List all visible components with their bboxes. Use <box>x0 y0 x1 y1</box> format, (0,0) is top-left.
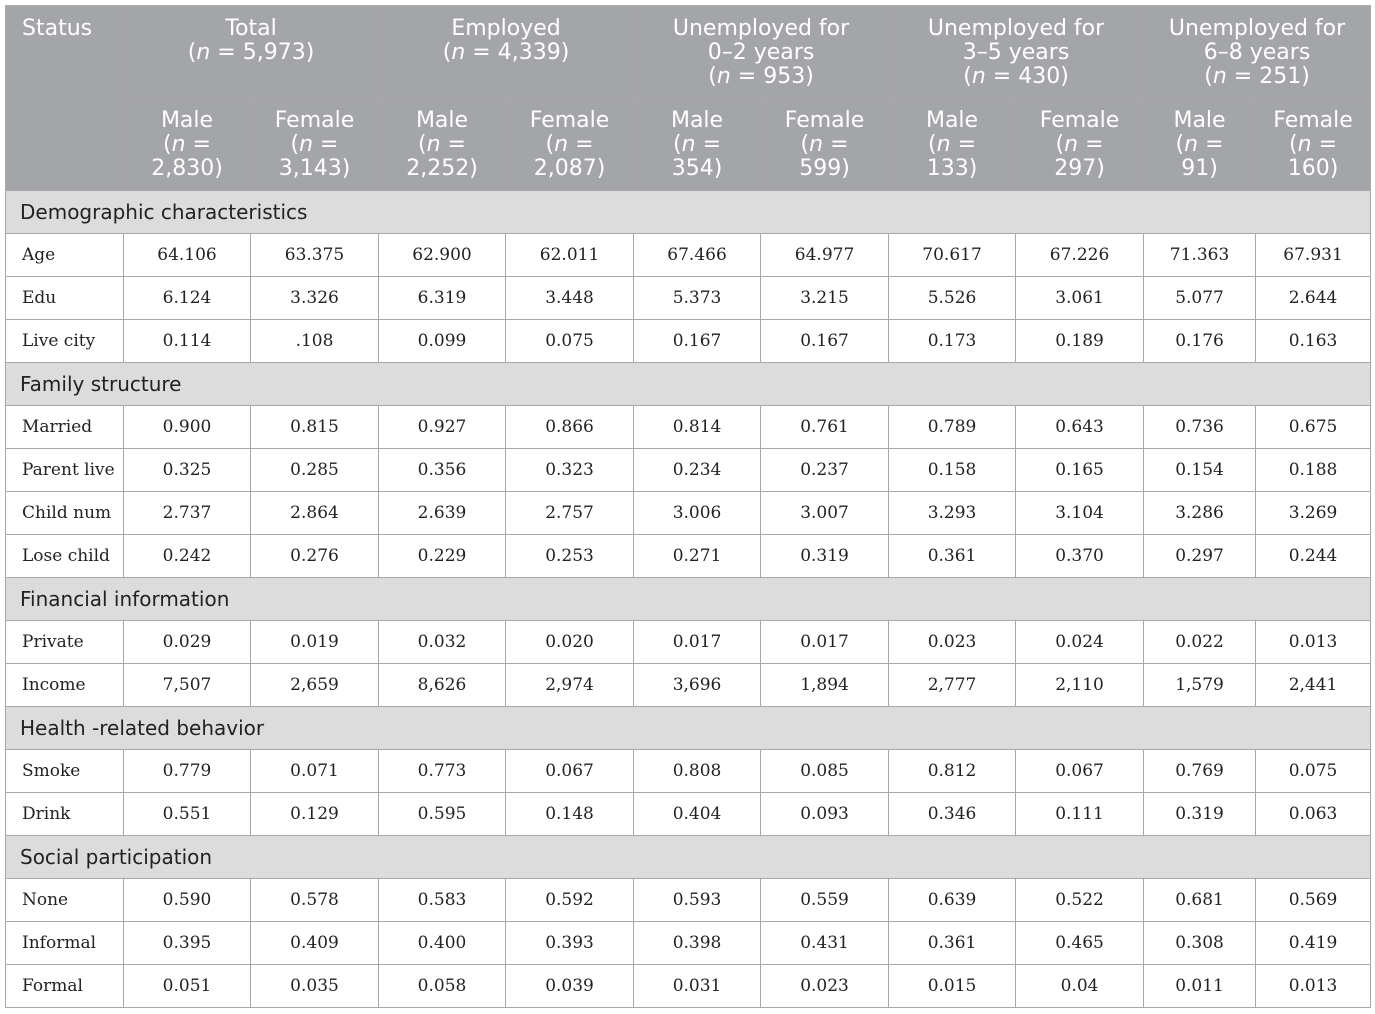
subgroup-sample-size: (n = <box>928 132 977 157</box>
status-header: Status <box>6 6 124 191</box>
table-cell: 0.024 <box>1016 621 1144 664</box>
table-cell: 0.189 <box>1016 320 1144 363</box>
table-cell: 0.522 <box>1016 879 1144 922</box>
table-cell: 2.644 <box>1256 277 1371 320</box>
section-row <box>6 363 1371 406</box>
table-cell: 0.590 <box>124 879 251 922</box>
subgroup-sample-size: (n = <box>545 132 594 157</box>
table-cell: 0.167 <box>634 320 761 363</box>
subgroup-sample-size-value-line: 3,143) <box>278 156 351 181</box>
section-title: Demographic characteristics <box>6 191 1371 234</box>
table-cell: 0.779 <box>124 750 251 793</box>
table-cell: 0.551 <box>124 793 251 836</box>
row-label: Live city <box>6 320 124 363</box>
table-cell: 2.757 <box>506 492 634 535</box>
table-cell: 0.271 <box>634 535 761 578</box>
group-header <box>634 6 889 99</box>
table-cell: 0.559 <box>761 879 889 922</box>
table-cell: 0.167 <box>761 320 889 363</box>
table-cell: 0.400 <box>379 922 506 965</box>
subgroup-sample-size-value: 3,143 <box>278 156 342 181</box>
group-title-line: Unemployed for <box>672 16 850 41</box>
group-header <box>1144 6 1371 99</box>
table-cell: 0.325 <box>124 449 251 492</box>
table-cell: 0.736 <box>1144 406 1256 449</box>
table-cell: 0.020 <box>506 621 634 664</box>
table-cell: 0.023 <box>761 965 889 1008</box>
subgroup-label: Female <box>529 108 610 133</box>
table-cell: 0.814 <box>634 406 761 449</box>
table-cell: 63.375 <box>251 234 379 277</box>
table-cell: 62.900 <box>379 234 506 277</box>
table-cell: 0.927 <box>379 406 506 449</box>
n-symbol: n <box>451 40 466 65</box>
n-symbol: n <box>1297 132 1312 157</box>
table-cell: 0.188 <box>1256 449 1371 492</box>
table-row <box>6 965 1371 1008</box>
subgroup-sample-size: (n = <box>1055 132 1104 157</box>
table-cell: 0.773 <box>379 750 506 793</box>
table-cell: 0.099 <box>379 320 506 363</box>
table-cell: 0.154 <box>1144 449 1256 492</box>
table-cell: 5.526 <box>889 277 1016 320</box>
section-title: Financial information <box>6 578 1371 621</box>
table-cell: 0.023 <box>889 621 1016 664</box>
table-cell: 0.158 <box>889 449 1016 492</box>
table-cell: 2,777 <box>889 664 1016 707</box>
subgroup-label: Female <box>784 108 865 133</box>
subgroup-sample-size-value-line: 160) <box>1287 156 1339 181</box>
table-cell: 0.058 <box>379 965 506 1008</box>
group-sample-size-value: 5,973 <box>242 40 306 65</box>
section-title: Social participation <box>6 836 1371 879</box>
table-cell: 0.276 <box>251 535 379 578</box>
table-cell: 0.013 <box>1256 965 1371 1008</box>
table-row <box>6 793 1371 836</box>
table-cell: 67.466 <box>634 234 761 277</box>
table-cell: 0.051 <box>124 965 251 1008</box>
table-cell: 0.013 <box>1256 621 1371 664</box>
n-symbol: n <box>299 132 314 157</box>
table-cell: 0.067 <box>506 750 634 793</box>
table-cell: 3.104 <box>1016 492 1144 535</box>
table-cell: 71.363 <box>1144 234 1256 277</box>
row-label: Lose child <box>6 535 124 578</box>
table-cell: 0.675 <box>1256 406 1371 449</box>
section-title: Family structure <box>6 363 1371 406</box>
table-row <box>6 664 1371 707</box>
table-cell: 0.093 <box>761 793 889 836</box>
table-cell: 1,579 <box>1144 664 1256 707</box>
table-cell: 0.075 <box>1256 750 1371 793</box>
table-cell: 0.163 <box>1256 320 1371 363</box>
table-cell: 3.326 <box>251 277 379 320</box>
subgroup-sample-size: (n = <box>1289 132 1338 157</box>
subgroup-sample-size: (n = <box>290 132 339 157</box>
subgroup-header <box>379 99 506 191</box>
table-cell: 0.812 <box>889 750 1016 793</box>
n-symbol: n <box>716 64 731 89</box>
table-row <box>6 535 1371 578</box>
table-cell: 0.019 <box>251 621 379 664</box>
row-label: Private <box>6 621 124 664</box>
subgroup-label: Male <box>415 108 469 133</box>
table-cell: 0.639 <box>889 879 1016 922</box>
table-cell: 0.085 <box>761 750 889 793</box>
group-title-line: Total <box>225 16 277 41</box>
row-label: Age <box>6 234 124 277</box>
row-label: Parent live <box>6 449 124 492</box>
subgroup-header <box>761 99 889 191</box>
subgroup-sample-size-value: 2,830 <box>151 156 215 181</box>
subgroup-sample-size-value: 297 <box>1054 156 1097 181</box>
table-cell: 0.398 <box>634 922 761 965</box>
table-cell: 67.931 <box>1256 234 1371 277</box>
table-cell: 0.789 <box>889 406 1016 449</box>
table-cell: 0.017 <box>761 621 889 664</box>
table-cell: 0.370 <box>1016 535 1144 578</box>
subgroup-header <box>506 99 634 191</box>
subgroup-header <box>251 99 379 191</box>
subgroup-sample-size: (n = <box>418 132 466 157</box>
subgroup-sample-size-value-line: 2,087) <box>533 156 606 181</box>
subgroup-sample-size-value: 2,087 <box>533 156 597 181</box>
table-row <box>6 277 1371 320</box>
group-sample-size: (n = 5,973) <box>187 40 315 65</box>
table-cell: 0.808 <box>634 750 761 793</box>
statistics-table <box>5 5 1371 1008</box>
table-cell: 0.578 <box>251 879 379 922</box>
group-sample-size-value: 953 <box>763 64 806 89</box>
table-cell: 0.071 <box>251 750 379 793</box>
subgroup-label: Female <box>1039 108 1120 133</box>
subgroup-sample-size-value: 599 <box>799 156 842 181</box>
table-cell: 64.977 <box>761 234 889 277</box>
table-cell: .108 <box>251 320 379 363</box>
table-cell: 64.106 <box>124 234 251 277</box>
table-cell: 3.061 <box>1016 277 1144 320</box>
group-sample-size: (n = 251) <box>1204 64 1310 89</box>
subgroup-label: Female <box>1273 108 1353 133</box>
table-cell: 0.761 <box>761 406 889 449</box>
row-label: Drink <box>6 793 124 836</box>
n-symbol: n <box>681 132 696 157</box>
row-label: Married <box>6 406 124 449</box>
subgroup-sample-size-value-line: 599) <box>799 156 850 181</box>
table-row <box>6 492 1371 535</box>
table-cell: 3.269 <box>1256 492 1371 535</box>
n-symbol: n <box>971 64 986 89</box>
subgroup-sample-size-value-line: 133) <box>926 156 978 181</box>
table-cell: 0.063 <box>1256 793 1371 836</box>
table-cell: 0.237 <box>761 449 889 492</box>
subgroup-label: Male <box>670 108 724 133</box>
table-cell: 2.864 <box>251 492 379 535</box>
group-title-line: 6–8 years <box>1203 40 1311 65</box>
table-cell: 3.286 <box>1144 492 1256 535</box>
table-cell: 62.011 <box>506 234 634 277</box>
row-label: Edu <box>6 277 124 320</box>
table-cell: 0.029 <box>124 621 251 664</box>
n-symbol: n <box>171 132 186 157</box>
subgroup-label: Male <box>160 108 214 133</box>
table-row <box>6 922 1371 965</box>
table-cell: 2.737 <box>124 492 251 535</box>
subgroup-sample-size-value-line: 2,830) <box>151 156 223 181</box>
subgroup-sample-size: (n = <box>1175 132 1224 157</box>
row-label: Smoke <box>6 750 124 793</box>
table-cell: 0.769 <box>1144 750 1256 793</box>
table-cell: 3.215 <box>761 277 889 320</box>
subgroup-header <box>1016 99 1144 191</box>
table-cell: 7,507 <box>124 664 251 707</box>
group-sample-size-value: 4,339 <box>497 40 561 65</box>
group-title-line: 0–2 years <box>707 40 815 65</box>
table-cell: 0.229 <box>379 535 506 578</box>
table-cell: 3.007 <box>761 492 889 535</box>
table-cell: 0.031 <box>634 965 761 1008</box>
table-cell: 2,659 <box>251 664 379 707</box>
table-cell: 2,974 <box>506 664 634 707</box>
group-header <box>124 6 379 99</box>
table-cell: 0.176 <box>1144 320 1256 363</box>
subgroup-sample-size-value-line: 354) <box>671 156 723 181</box>
section-title: Health -related behavior <box>6 707 1371 750</box>
table-cell: 0.404 <box>634 793 761 836</box>
table-cell: 0.035 <box>251 965 379 1008</box>
table-row <box>6 320 1371 363</box>
table-cell: 0.866 <box>506 406 634 449</box>
table-cell: 0.592 <box>506 879 634 922</box>
group-title-line: Unemployed for <box>1168 16 1346 41</box>
group-header <box>379 6 634 99</box>
group-sample-size: (n = 953) <box>708 64 814 89</box>
table-cell: 3.448 <box>506 277 634 320</box>
table-cell: 0.395 <box>124 922 251 965</box>
table-cell: 0.129 <box>251 793 379 836</box>
table-cell: 3,696 <box>634 664 761 707</box>
table-cell: 0.04 <box>1016 965 1144 1008</box>
table-cell: 0.148 <box>506 793 634 836</box>
table-cell: 0.815 <box>251 406 379 449</box>
table-cell: 0.569 <box>1256 879 1371 922</box>
row-label: Formal <box>6 965 124 1008</box>
table-cell: 0.465 <box>1016 922 1144 965</box>
group-header <box>889 6 1144 99</box>
subgroup-label: Male <box>1173 108 1226 133</box>
table-cell: 0.244 <box>1256 535 1371 578</box>
table-cell: 2,441 <box>1256 664 1371 707</box>
section-row <box>6 578 1371 621</box>
n-symbol: n <box>426 132 441 157</box>
table-cell: 0.323 <box>506 449 634 492</box>
table-cell: 0.011 <box>1144 965 1256 1008</box>
table-cell: 0.075 <box>506 320 634 363</box>
n-symbol: n <box>554 132 569 157</box>
table-cell: 0.643 <box>1016 406 1144 449</box>
table-cell: 8,626 <box>379 664 506 707</box>
subgroup-header <box>1256 99 1371 191</box>
table-cell: 0.319 <box>1144 793 1256 836</box>
subgroup-header <box>1144 99 1256 191</box>
table-cell: 2,110 <box>1016 664 1144 707</box>
table-cell: 0.253 <box>506 535 634 578</box>
table-cell: 0.173 <box>889 320 1016 363</box>
table-cell: 5.373 <box>634 277 761 320</box>
table-cell: 0.409 <box>251 922 379 965</box>
subgroup-sample-size: (n = <box>673 132 722 157</box>
table-cell: 0.114 <box>124 320 251 363</box>
n-symbol: n <box>1184 132 1199 157</box>
n-symbol: n <box>809 132 824 157</box>
row-label: None <box>6 879 124 922</box>
table-cell: 0.356 <box>379 449 506 492</box>
subgroup-sample-size: (n = <box>800 132 849 157</box>
subgroup-sample-size: (n = <box>163 132 211 157</box>
table-cell: 6.319 <box>379 277 506 320</box>
row-label: Income <box>6 664 124 707</box>
table-cell: 3.293 <box>889 492 1016 535</box>
table-row <box>6 621 1371 664</box>
table-cell: 6.124 <box>124 277 251 320</box>
subgroup-header <box>124 99 251 191</box>
subgroup-sample-size-value-line: 2,252) <box>406 156 478 181</box>
table-cell: 0.111 <box>1016 793 1144 836</box>
table-cell: 0.285 <box>251 449 379 492</box>
row-label: Child num <box>6 492 124 535</box>
n-symbol: n <box>1212 64 1227 89</box>
table-cell: 2.639 <box>379 492 506 535</box>
subgroup-label: Male <box>925 108 979 133</box>
group-title-line: Employed <box>451 16 561 41</box>
group-title-line: Unemployed for <box>927 16 1105 41</box>
table-cell: 70.617 <box>889 234 1016 277</box>
table-cell: 0.015 <box>889 965 1016 1008</box>
table-cell: 3.006 <box>634 492 761 535</box>
subgroup-sample-size-value: 354 <box>671 156 714 181</box>
table-cell: 0.595 <box>379 793 506 836</box>
table-row <box>6 234 1371 277</box>
table-row <box>6 879 1371 922</box>
n-symbol: n <box>1064 132 1079 157</box>
table-body <box>6 191 1371 1008</box>
subgroup-header <box>634 99 761 191</box>
table-cell: 0.308 <box>1144 922 1256 965</box>
table-row <box>6 449 1371 492</box>
subgroup-sample-size-value: 160 <box>1287 156 1330 181</box>
table-cell: 1,894 <box>761 664 889 707</box>
row-label: Informal <box>6 922 124 965</box>
table-cell: 0.393 <box>506 922 634 965</box>
n-symbol: n <box>196 40 211 65</box>
table-row <box>6 406 1371 449</box>
group-sample-size-value: 251 <box>1259 64 1302 89</box>
table-cell: 0.017 <box>634 621 761 664</box>
table-cell: 0.022 <box>1144 621 1256 664</box>
subgroup-header <box>889 99 1016 191</box>
table-cell: 0.242 <box>124 535 251 578</box>
table-cell: 0.419 <box>1256 922 1371 965</box>
subgroup-sample-size-value: 133 <box>926 156 969 181</box>
section-row <box>6 836 1371 879</box>
subgroup-sample-size-value-line: 91) <box>1181 156 1218 181</box>
group-sample-size-value: 430 <box>1018 64 1061 89</box>
table-cell: 0.234 <box>634 449 761 492</box>
table-cell: 0.681 <box>1144 879 1256 922</box>
table-cell: 0.039 <box>506 965 634 1008</box>
table-cell: 0.165 <box>1016 449 1144 492</box>
table-cell: 0.431 <box>761 922 889 965</box>
subgroup-sample-size-value-line: 297) <box>1054 156 1105 181</box>
subgroup-sample-size-value: 91 <box>1181 156 1210 181</box>
table-cell: 0.346 <box>889 793 1016 836</box>
table-cell: 67.226 <box>1016 234 1144 277</box>
table-cell: 0.319 <box>761 535 889 578</box>
group-title-line: 3–5 years <box>962 40 1070 65</box>
table-cell: 0.900 <box>124 406 251 449</box>
table-header <box>6 6 1371 191</box>
table-cell: 0.593 <box>634 879 761 922</box>
group-sample-size: (n = 4,339) <box>442 40 570 65</box>
table-cell: 0.032 <box>379 621 506 664</box>
section-row <box>6 191 1371 234</box>
table-cell: 0.067 <box>1016 750 1144 793</box>
group-sample-size: (n = 430) <box>963 64 1069 89</box>
table-cell: 0.361 <box>889 922 1016 965</box>
table-cell: 5.077 <box>1144 277 1256 320</box>
table-cell: 0.361 <box>889 535 1016 578</box>
table-cell: 0.297 <box>1144 535 1256 578</box>
n-symbol: n <box>936 132 951 157</box>
subgroup-sample-size-value: 2,252 <box>406 156 470 181</box>
section-row <box>6 707 1371 750</box>
table-row <box>6 750 1371 793</box>
table-cell: 0.583 <box>379 879 506 922</box>
subgroup-label: Female <box>274 108 355 133</box>
